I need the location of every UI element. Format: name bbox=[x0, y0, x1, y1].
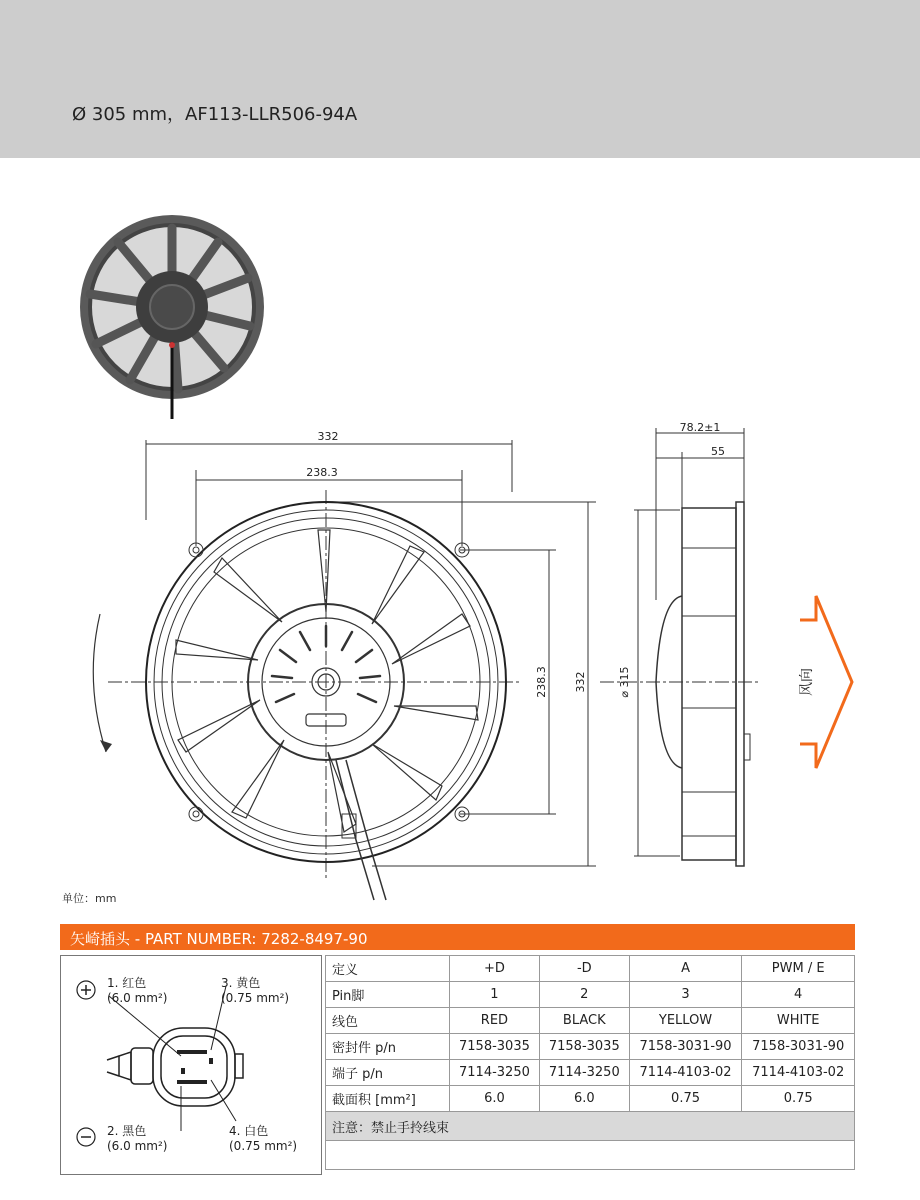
table-cell: BLACK bbox=[539, 1008, 629, 1034]
table-cell: +D bbox=[450, 956, 540, 982]
table-cell: 7114-3250 bbox=[450, 1060, 540, 1086]
dim-diameter: ⌀ 315 bbox=[618, 666, 631, 698]
table-cell: A bbox=[629, 956, 742, 982]
table-cell: RED bbox=[450, 1008, 540, 1034]
table-row bbox=[326, 1112, 855, 1141]
table-cell: PWM / E bbox=[742, 956, 855, 982]
pin1-label: 1. 红色 (6.0 mm²) bbox=[107, 976, 168, 1005]
table-row bbox=[326, 982, 855, 1008]
row-header: 密封件 p/n bbox=[326, 1034, 450, 1060]
table-cell: YELLOW bbox=[629, 1008, 742, 1034]
table-row bbox=[326, 1034, 855, 1060]
row-header: Pin脚 bbox=[326, 982, 450, 1008]
page-title: Ø 305 mm，AF113-LLR506-94A bbox=[72, 104, 358, 125]
warning-note: 注意：禁止手拎线束 bbox=[326, 1112, 855, 1141]
dim-inner-width: 238.3 bbox=[306, 466, 338, 479]
table-row bbox=[326, 956, 855, 982]
table-row bbox=[326, 1086, 855, 1112]
table-cell: 2 bbox=[539, 982, 629, 1008]
row-header: 定义 bbox=[326, 956, 450, 982]
connector-pinout-panel bbox=[60, 955, 322, 1175]
minus-icon bbox=[77, 1128, 95, 1146]
table-row bbox=[326, 1060, 855, 1086]
table-cell: 7158-3031-90 bbox=[742, 1034, 855, 1060]
table-cell: 4 bbox=[742, 982, 855, 1008]
table-cell: 7114-3250 bbox=[539, 1060, 629, 1086]
table-cell: 6.0 bbox=[450, 1086, 540, 1112]
front-view-drawing bbox=[60, 420, 620, 900]
side-view-drawing bbox=[620, 410, 860, 880]
table-cell: 0.75 bbox=[742, 1086, 855, 1112]
table-cell: 7158-3035 bbox=[539, 1034, 629, 1060]
pin4-label: 4. 白色 (0.75 mm²) bbox=[229, 1124, 298, 1153]
dim-overall-height: 332 bbox=[574, 671, 587, 693]
pin3-label: 3. 黄色 (0.75 mm²) bbox=[221, 976, 290, 1005]
airflow-label: 风向 bbox=[799, 668, 815, 696]
table-cell: 7114-4103-02 bbox=[629, 1060, 742, 1086]
table-row bbox=[326, 1141, 855, 1170]
connector-spec-table bbox=[325, 955, 855, 1170]
empty-row bbox=[326, 1141, 855, 1170]
dim-depth-total: 78.2±1 bbox=[679, 421, 721, 434]
table-cell: 7158-3031-90 bbox=[629, 1034, 742, 1060]
dim-depth-body: 55 bbox=[711, 445, 725, 458]
table-cell: 0.75 bbox=[629, 1086, 742, 1112]
row-header: 线色 bbox=[326, 1008, 450, 1034]
table-cell: 6.0 bbox=[539, 1086, 629, 1112]
dim-inner-height: 238.3 bbox=[535, 666, 548, 698]
row-header: 端子 p/n bbox=[326, 1060, 450, 1086]
table-cell: WHITE bbox=[742, 1008, 855, 1034]
row-header: 截面积 [mm²] bbox=[326, 1086, 450, 1112]
table-cell: 7114-4103-02 bbox=[742, 1060, 855, 1086]
dim-overall-width: 332 bbox=[317, 430, 339, 443]
table-cell: 7158-3035 bbox=[450, 1034, 540, 1060]
table-cell: 1 bbox=[450, 982, 540, 1008]
fan-product-photo bbox=[74, 214, 270, 420]
plus-icon bbox=[77, 981, 95, 999]
table-cell: 3 bbox=[629, 982, 742, 1008]
connector-heading-bar bbox=[60, 924, 855, 950]
table-cell: -D bbox=[539, 956, 629, 982]
connector-heading: 矢崎插头 - PART NUMBER: 7282-8497-90 bbox=[70, 930, 368, 948]
pin2-label: 2. 黑色 (6.0 mm²) bbox=[107, 1124, 168, 1153]
table-row bbox=[326, 1008, 855, 1034]
unit-note: 单位：mm bbox=[62, 892, 117, 905]
header-banner bbox=[0, 0, 920, 158]
